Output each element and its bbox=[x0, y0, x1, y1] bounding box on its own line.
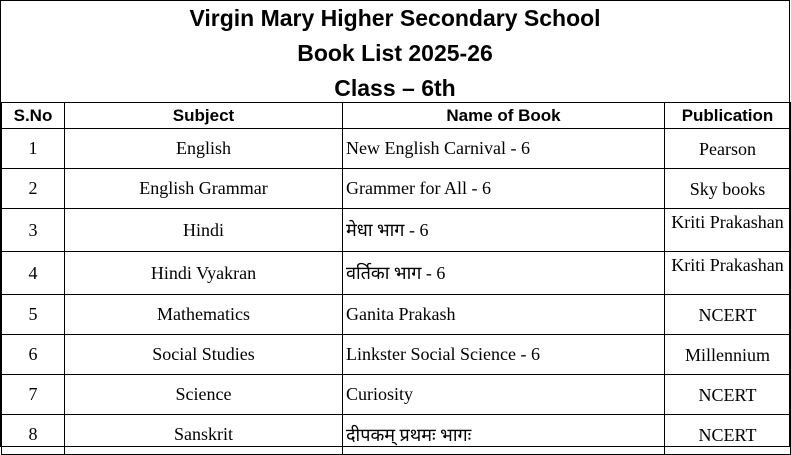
cell-publication: NCERT bbox=[665, 295, 791, 335]
cell-sno: 4 bbox=[2, 252, 65, 295]
cell-sno: 7 bbox=[2, 375, 65, 415]
cell-publication bbox=[665, 209, 791, 252]
cell-subject: Mathematics bbox=[65, 295, 343, 335]
table-row bbox=[2, 375, 791, 415]
cell-book: दीपकम् प्रथमः भागः bbox=[343, 415, 665, 455]
table-row bbox=[2, 252, 791, 295]
cell-publication: Pearson bbox=[665, 129, 791, 169]
table-row bbox=[2, 169, 791, 209]
publication-text: Kriti Prakashan bbox=[671, 212, 784, 232]
cell-subject: Science bbox=[65, 375, 343, 415]
cell-sno: 3 bbox=[2, 209, 65, 252]
table-row bbox=[2, 129, 791, 169]
cell-sno: 2 bbox=[2, 169, 65, 209]
cell-sno: 6 bbox=[2, 335, 65, 375]
cell-book: Grammer for All - 6 bbox=[343, 169, 665, 209]
table-row bbox=[2, 295, 791, 335]
cell-book: Curiosity bbox=[343, 375, 665, 415]
class-label: Class – 6th bbox=[334, 75, 456, 101]
list-title: Book List 2025-26 bbox=[297, 40, 493, 66]
table-row bbox=[2, 209, 791, 252]
cell-sno: 8 bbox=[2, 415, 65, 455]
column-header-book: Name of Book bbox=[343, 103, 665, 129]
column-header-publication: Publication bbox=[665, 103, 791, 129]
column-header-subject: Subject bbox=[65, 103, 343, 129]
cell-book: Ganita Prakash bbox=[343, 295, 665, 335]
cell-subject: Hindi Vyakran bbox=[65, 252, 343, 295]
cell-subject: Social Studies bbox=[65, 335, 343, 375]
table-row bbox=[2, 335, 791, 375]
cell-publication: Sky books bbox=[665, 169, 791, 209]
cell-book: Linkster Social Science - 6 bbox=[343, 335, 665, 375]
school-name: Virgin Mary Higher Secondary School bbox=[189, 5, 601, 31]
publication-text: Kriti Prakashan bbox=[671, 255, 784, 275]
book-list-table bbox=[1, 102, 791, 455]
cell-subject: English bbox=[65, 129, 343, 169]
document-header bbox=[1, 1, 789, 103]
cell-book: मेधा भाग - 6 bbox=[343, 209, 665, 252]
table-header-row bbox=[2, 103, 791, 129]
cell-publication: NCERT bbox=[665, 415, 791, 455]
cell-publication: NCERT bbox=[665, 375, 791, 415]
cell-subject: Hindi bbox=[65, 209, 343, 252]
cell-sno: 5 bbox=[2, 295, 65, 335]
cell-publication bbox=[665, 252, 791, 295]
cell-book: वर्तिका भाग - 6 bbox=[343, 252, 665, 295]
cell-sno: 1 bbox=[2, 129, 65, 169]
cell-subject: English Grammar bbox=[65, 169, 343, 209]
table-row bbox=[2, 415, 791, 455]
column-header-sno: S.No bbox=[2, 103, 65, 129]
cell-subject: Sanskrit bbox=[65, 415, 343, 455]
cell-book: New English Carnival - 6 bbox=[343, 129, 665, 169]
cell-publication: Millennium bbox=[665, 335, 791, 375]
